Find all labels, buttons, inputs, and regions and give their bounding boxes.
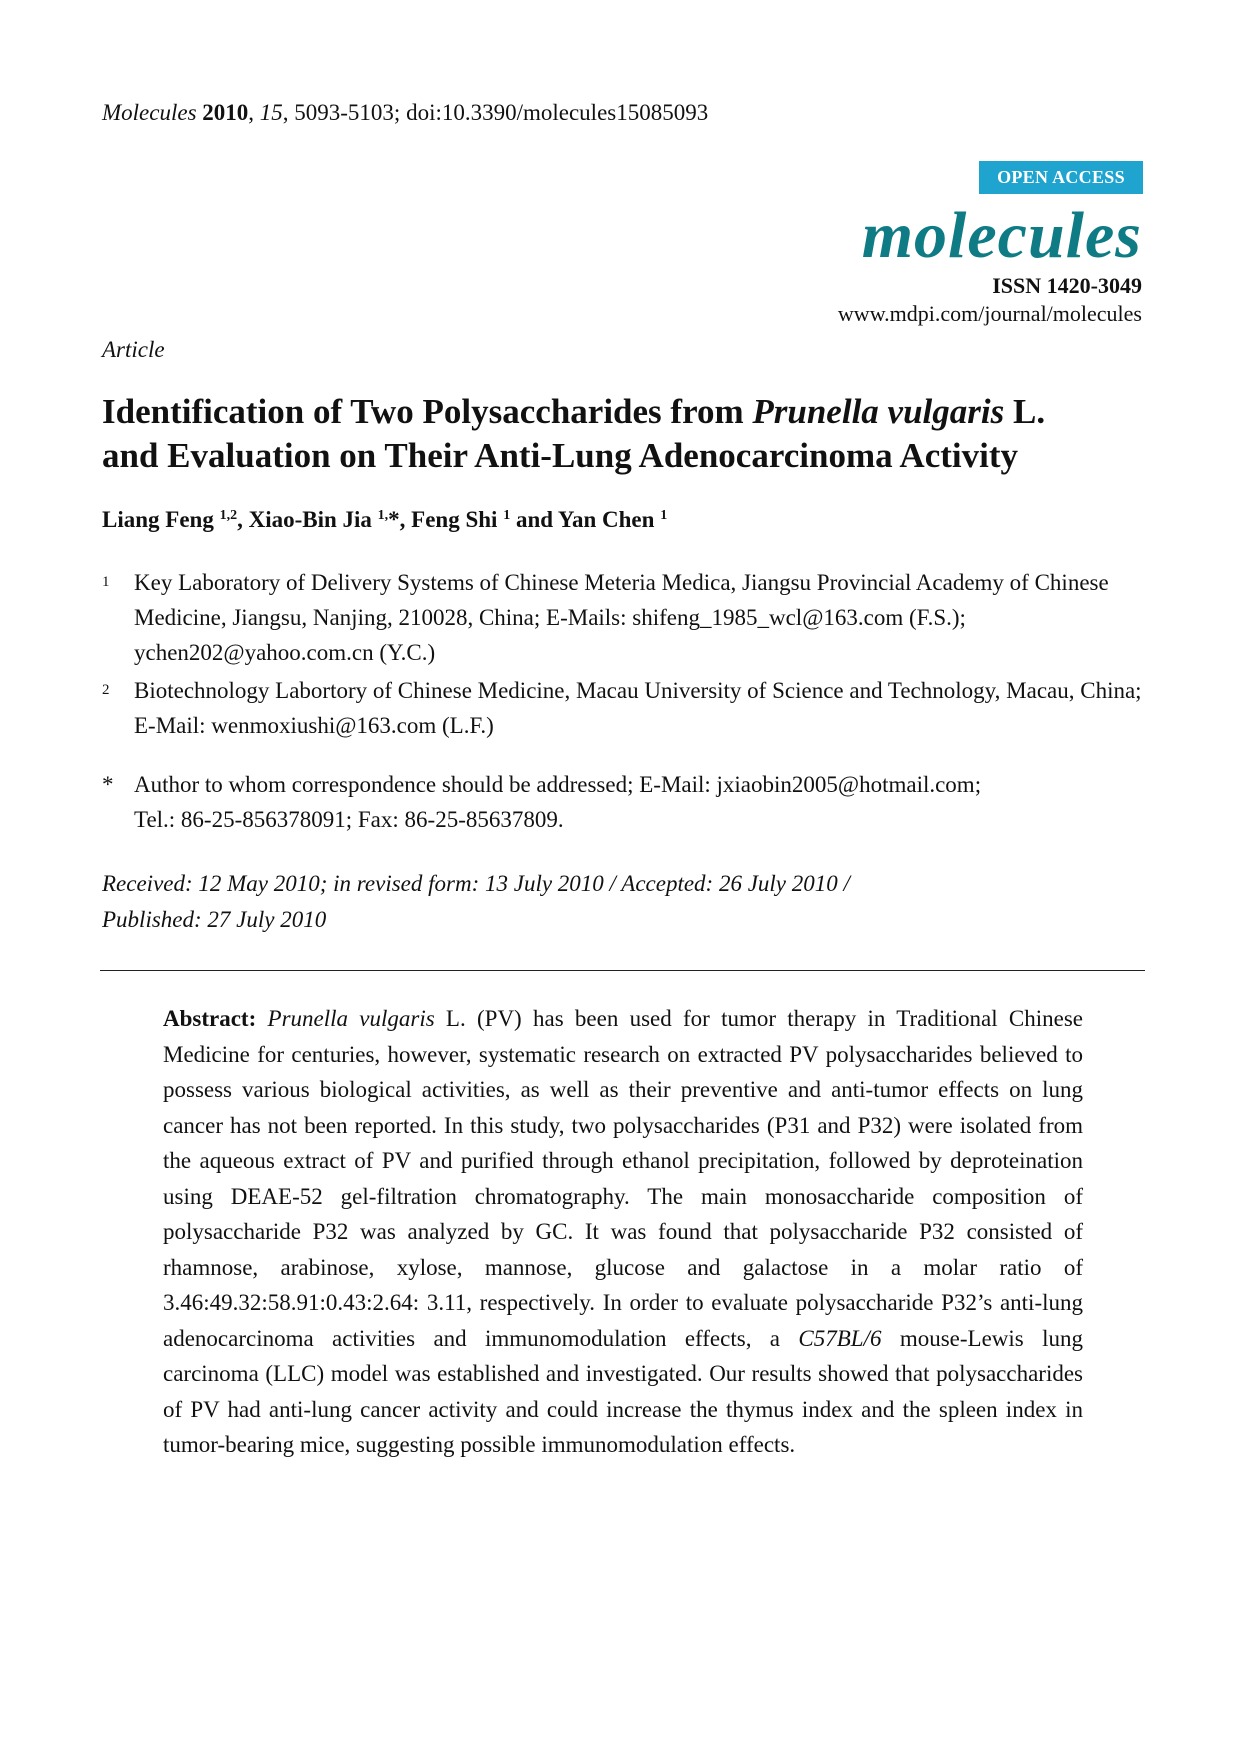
abstract-species: Prunella vulgaris <box>267 1006 435 1031</box>
abstract-text-part1: L. (PV) has been used for tumor therapy in Traditional Chinese Medicine for centuries, however, systematic research on extracted PV polysaccharides believed to possess various biological activities, as well as their preventive and anti-tumor effects on lung cancer has not been reported. In this study, two polysaccharides (P31 and P32) were isolated from the aqueous extract of PV and purified through ethanol precipitation, followed by deproteination using DEAE-52 gel-filtration chromatography. The main monosaccharide composition of polysaccharide P32 was analyzed by GC. It was found that polysaccharide P32 consisted of rhamnose, arabinose, xylose, mannose, glucose and galactose in a molar ratio of 3.46:49.32:58.91:0.43:2.64: 3.11, respectively. In order to evaluate polysaccharide P32’s anti-lung adenocarcinoma activities and immunomodulation effects, a <box>163 1006 1083 1351</box>
title-line1-after: L. <box>1004 392 1046 431</box>
journal-logo: molecules <box>861 199 1142 272</box>
author-affiliation-mark: 1 <box>503 508 511 523</box>
affiliation-text: Biotechnology Labortory of Chinese Medicine, Macau University of Science and Technology, Macau, China; E-Mail: wenmoxiushi@163.com (L.F.) <box>134 678 1142 738</box>
article-type: Article <box>102 337 165 362</box>
abstract-strain: C57BL/6 <box>798 1325 882 1351</box>
affiliation-mark: 1 <box>102 574 110 590</box>
divider <box>100 970 1145 971</box>
author-separator: , <box>237 507 249 532</box>
publication-dates <box>102 866 1142 938</box>
correspondence-line2: Tel.: 86-25-856378091; Fax: 86-25-85637809. <box>134 807 564 832</box>
article-title <box>102 390 1142 478</box>
author-affiliation-mark: 1 <box>660 508 668 523</box>
author-list <box>102 507 667 533</box>
pages-doi: , 5093-5103; doi:10.3390/molecules15085093 <box>282 100 709 125</box>
title-line2: and Evaluation on Their Anti-Lung Adenocarcinoma Activity <box>102 436 1018 475</box>
affiliation-2 <box>102 673 1142 743</box>
pub-year: 2010 <box>202 100 249 125</box>
journal-name: Molecules <box>102 100 197 125</box>
abstract-label: Abstract: <box>163 1006 257 1031</box>
author-separator: , <box>399 507 412 532</box>
author-separator: and <box>510 507 558 532</box>
correspondence-note <box>102 767 1142 837</box>
affiliation-1 <box>102 565 1142 670</box>
abstract <box>163 1001 1083 1463</box>
author-affiliation-mark: 1, <box>377 508 389 523</box>
citation-line: Molecules 2010, 15, 5093-5103; doi:10.3390/molecules15085093 <box>102 100 709 125</box>
correspondence-line1: Author to whom correspondence should be addressed; E-Mail: jxiaobin2005@hotmail.com; <box>134 772 982 797</box>
author-name: Yan Chen <box>557 507 655 532</box>
dates-line1: Received: 12 May 2010; in revised form: 13 July 2010 / Accepted: 26 July 2010 / <box>102 871 850 896</box>
title-species: Prunella vulgaris <box>752 392 1005 431</box>
author-name: Xiao-Bin Jia <box>248 507 372 532</box>
journal-url[interactable]: www.mdpi.com/journal/molecules <box>837 301 1142 326</box>
author-affiliation-mark: 1,2 <box>219 508 238 523</box>
author-name: Feng Shi <box>411 507 498 532</box>
open-access-badge: OPEN ACCESS <box>979 161 1143 194</box>
corresponding-star: * <box>388 507 400 532</box>
title-line1-before: Identification of Two Polysaccharides from <box>102 392 753 431</box>
abstract-text-part2: mouse-Lewis lung carcinoma (LLC) model was established and investigated. Our results showed that polysaccharides of PV had anti-lung cancer activity and could increase the thymus index and the spleen index in tumor-bearing mice, suggesting possible immunomodulation effects. <box>163 1325 1083 1457</box>
affiliation-mark: 2 <box>102 682 110 698</box>
issn: ISSN 1420-3049 <box>992 273 1142 298</box>
correspondence-mark: * <box>102 772 114 797</box>
affiliation-text: Key Laboratory of Delivery Systems of Chinese Meteria Medica, Jiangsu Provincial Academy of Chinese Medicine, Jiangsu, Nanjing, 210028, China; E-Mails: shifeng_1985_wcl@163.com (F.S.); ychen202@yahoo.com.cn (Y.C.) <box>134 570 1109 665</box>
dates-line2: Published: 27 July 2010 <box>102 907 327 932</box>
author-name: Liang Feng <box>102 507 214 532</box>
volume: 15 <box>259 100 283 125</box>
